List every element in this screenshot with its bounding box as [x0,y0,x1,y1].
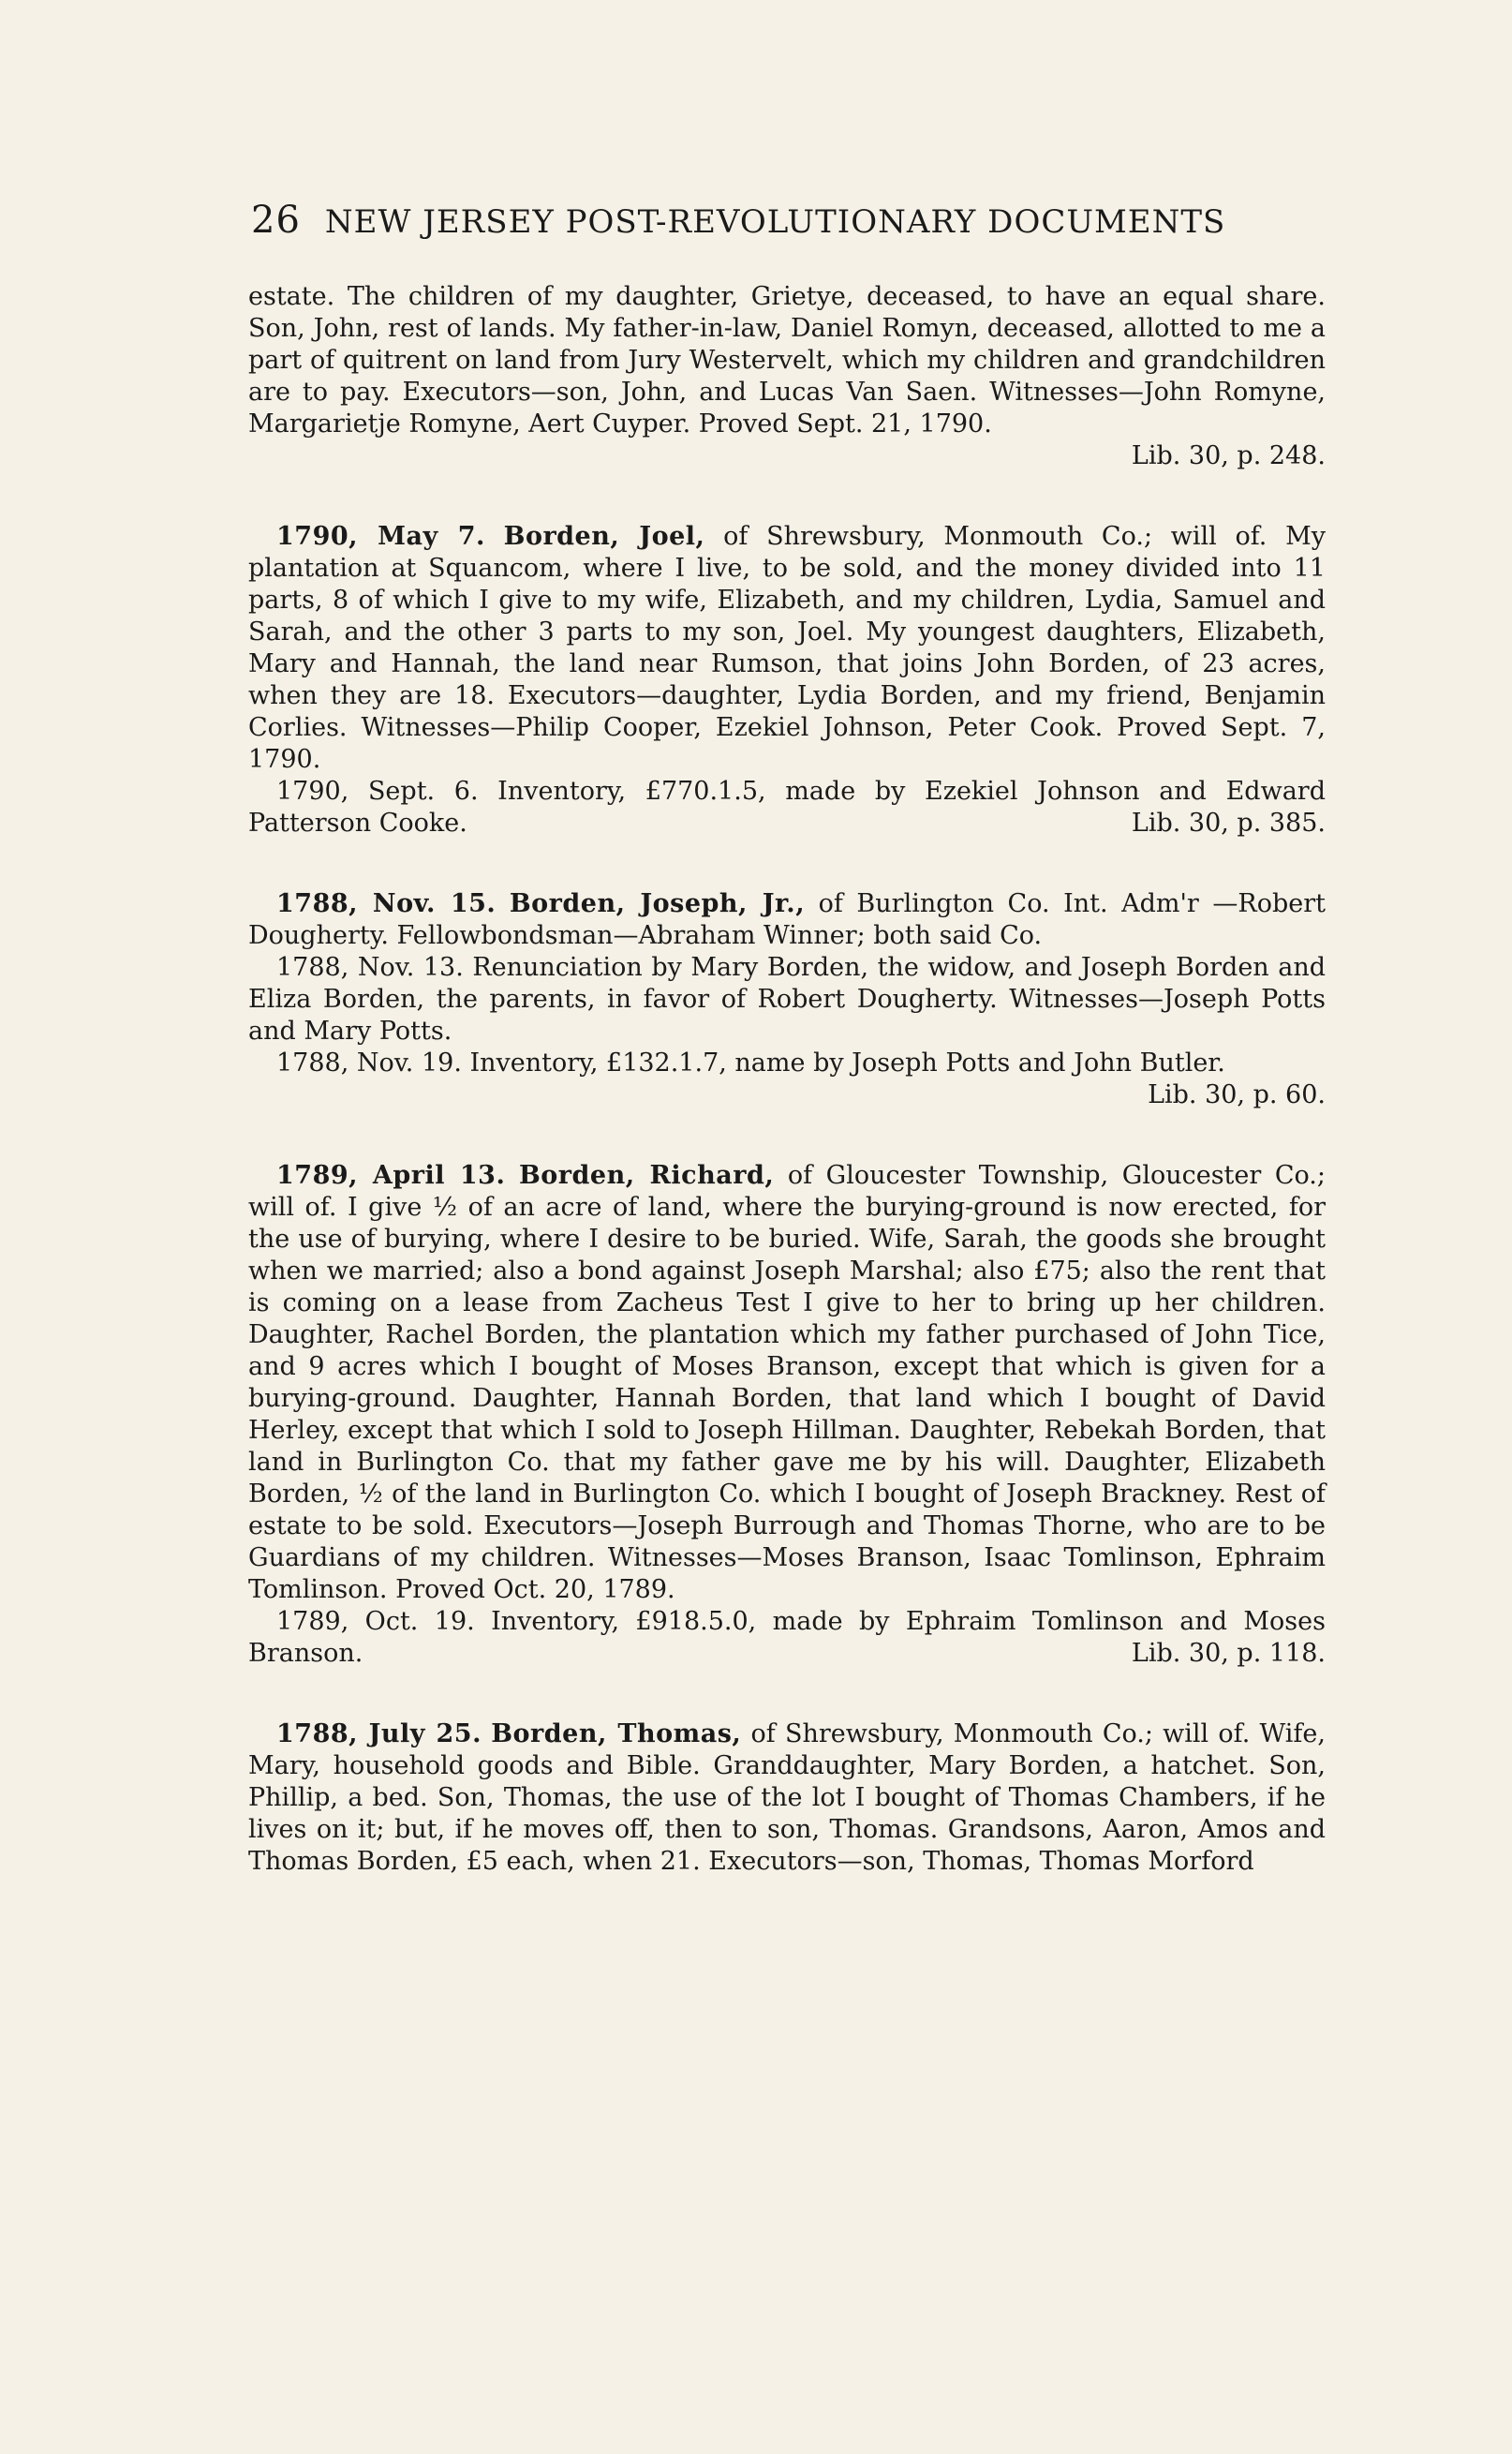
entry-sub-paragraph [248,1048,1326,1111]
continuation-paragraph: estate. The children of my daughter, Grietye, deceased, to have an equal share. Son, John, rest of lands. My father-in-law, Daniel Romyn, deceased, allotted to me a part of quitrent on land from Jury Westervelt, which my children and grandchildren are to pay. Executors—son, John, and Lucas Van Saen. Witnesses—John Romyne, Margarietje Romyne, Aert Cuyper. Proved Sept. 21, 1790. [248,282,1326,439]
entry-main-text [248,888,1326,952]
page-number: 26 [251,199,301,242]
entry-sub-paragraph [248,776,1326,840]
entry-body: of Shrewsbury, Monmouth Co.; will of. Wife, Mary, household goods and Bible. Granddaughter, Mary Borden, a hatchet. Son, Phillip, a bed. Son, Thomas, the use of the lot I bought of Thomas Chambers, if he lives on it; but, if he moves off, then to son, Thomas. Grandsons, Aaron, Amos and Thomas Borden, £5 each, when 21. Executors—son, Thomas, Thomas Morford [248,1719,1326,1876]
entry-main-text [248,1160,1326,1606]
entry-sub-text: 1790, Sept. 6. Inventory, £770.1.5, made by Ezekiel Johnson and Edward Patterson Cooke. [248,777,1326,838]
entry-borden-joseph-jr [248,888,1326,1111]
running-header [251,199,1328,242]
entry-sub-paragraph: 1788, Nov. 13. Renunciation by Mary Borden, the widow, and Joseph Borden and Eliza Borden, the parents, in favor of Robert Dougherty. Witnesses—Joseph Potts and Mary Potts. [248,953,1326,1046]
library-reference: Lib. 30, p. 385. [1131,809,1326,838]
entry-body: of Burlington Co. Int. Adm'r —Robert Dougherty. Fellowbondsman—Abraham Winner; both said Co. [248,889,1326,950]
entry-body: of Shrewsbury, Monmouth Co.; will of. My plantation at Squancom, where I live, to be sold, and the money divided into 11 parts, 8 of which I give to my wife, Elizabeth, and my children, Lydia, Samuel and Sarah, and the other 3 parts to my son, Joel. My youngest daughters, Elizabeth, Mary and Hannah, the land near Rumson, that joins John Borden, of 23 acres, when they are 18. Executors—daughter, Lydia Borden, and my friend, Benjamin Corlies. Witnesses—Philip Cooper, Ezekiel Johnson, Peter Cook. Proved Sept. 7, 1790. [248,522,1326,774]
page-body [248,281,1326,1878]
entry-sub-paragraph [248,1606,1326,1670]
entry-main-text [248,521,1326,776]
entry-date: 1788, July 25. [276,1719,482,1748]
library-reference: Lib. 30, p. 118. [1131,1639,1326,1668]
entry-borden-richard [248,1160,1326,1670]
entry-date: 1788, Nov. 15. [276,889,497,918]
entry-name: Borden, Thomas, [491,1719,742,1748]
entry-date: 1789, April 13. [276,1161,506,1190]
entry-name: Borden, Richard, [518,1161,775,1190]
entry-borden-joel [248,521,1326,840]
running-title: NEW JERSEY POST-REVOLUTIONARY DOCUMENTS [324,203,1226,241]
entry-name: Borden, Joel, [503,522,705,551]
entry-sub-text: 1788, Nov. 19. Inventory, £132.1.7, name by Joseph Potts and John Butler. [276,1049,1225,1078]
entry-main-text [248,1718,1326,1878]
entry-borden-thomas [248,1718,1326,1878]
entry-name: Borden, Joseph, Jr., [509,889,806,918]
library-reference: Lib. 30, p. 60. [1148,1080,1326,1109]
library-reference: Lib. 30, p. 248. [1131,441,1326,470]
entry-date: 1790, May 7. [276,522,485,551]
entry-sub-text: 1789, Oct. 19. Inventory, £918.5.0, made by Ephraim Tomlinson and Moses Branson. [248,1607,1326,1668]
entry-body: of Gloucester Township, Gloucester Co.; will of. I give ½ of an acre of land, where the burying-ground is now erected, for the use of burying, where I desire to be buried. Wife, Sarah, the goods she brought when we married; also a bond against Joseph Marshal; also £75; also the rent that is coming on a lease from Zacheus Test I give to her to bring up her children. Daughter, Rachel Borden, the plantation which my father purchased of John Tice, and 9 acres which I bought of Moses Branson, except that which is given for a burying-ground. Daughter, Hannah Borden, that land which I bought of David Herley, except that which I sold to Joseph Hillman. Daughter, Rebekah Borden, that land in Burlington Co. that my father gave me by his will. Daughter, Elizabeth Borden, ½ of the land in Burlington Co. which I bought of Joseph Brackney. Rest of estate to be sold. Executors—Joseph Burrough and Thomas Thorne, who are to be Guardians of my children. Witnesses—Moses Branson, Isaac Tomlinson, Ephraim Tomlinson. Proved Oct. 20, 1789. [248,1161,1326,1604]
